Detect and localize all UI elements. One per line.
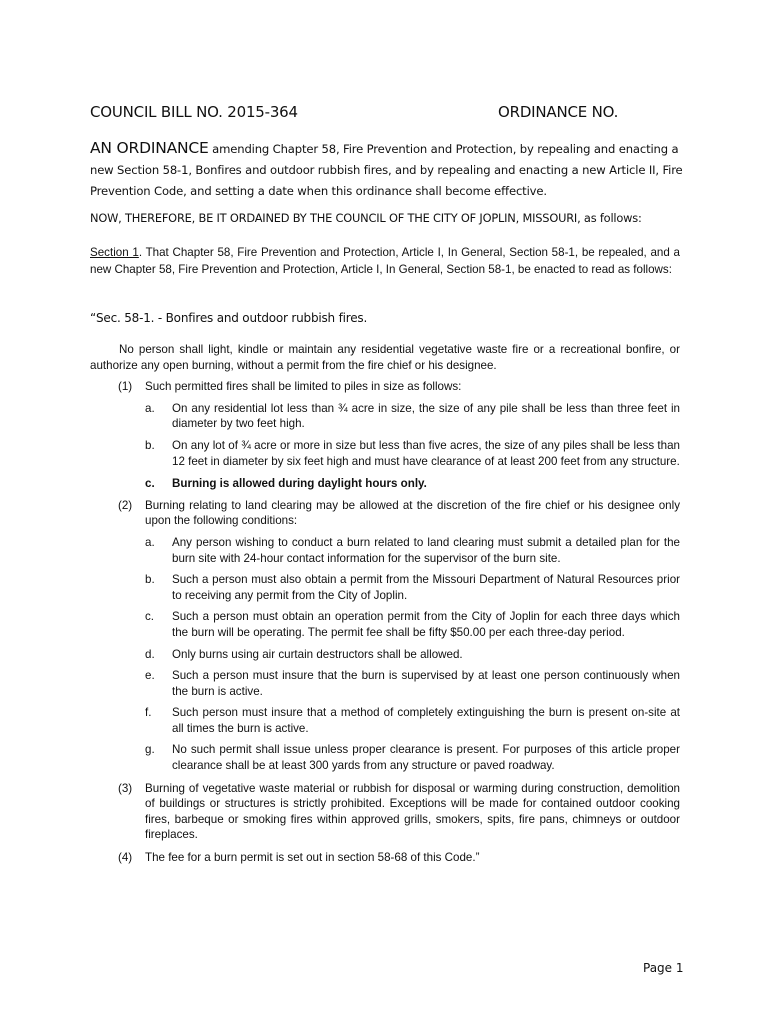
- numbered-item-2: [90, 498, 680, 529]
- section-1-label: Section 1: [90, 246, 139, 259]
- sub-item-1a: [90, 401, 680, 432]
- sub-item-1b: [90, 438, 680, 469]
- item-number: (1): [118, 380, 133, 394]
- sub-item-letter: f.: [145, 706, 152, 720]
- sub-item-letter: g.: [145, 743, 155, 757]
- sub-item-letter: c.: [145, 477, 155, 491]
- sub-item-text: Such a person must insure that the burn is supervised by at least one person continuously when the burn is active.: [172, 669, 680, 698]
- item-text: Such permitted fires shall be limited to piles in size as follows:: [145, 380, 462, 394]
- sub-item-text: Such a person must also obtain a permit from the Missouri Department of Natural Resources prior to receiving any permit from the City of Joplin.: [172, 573, 680, 602]
- sub-item-letter: c.: [145, 610, 155, 624]
- sub-item-2c: [90, 609, 680, 640]
- sub-item-letter: e.: [145, 669, 155, 683]
- sub-item-2b: [90, 572, 680, 603]
- sub-item-text: No such permit shall issue unless proper clearance is present. For purposes of this article proper clearance shall be at least 300 yards from any structure or paved roadway.: [172, 743, 680, 773]
- ordinance-number: ORDINANCE NO.: [498, 103, 619, 121]
- item-number: (2): [118, 498, 133, 512]
- sub-item-letter: a.: [145, 535, 155, 549]
- sub-item-2a: [90, 535, 680, 566]
- sub-item-text: Such person must insure that a method of completely extinguishing the burn is present on-site at all times the burn is active.: [172, 706, 680, 735]
- item-number: (3): [118, 781, 133, 795]
- sub-item-2g: [90, 742, 680, 773]
- intro-paragraph: No person shall light, kindle or maintain any residential vegetative waste fire or a recreational bonfire, or authorize any open burning, without a permit from the fire chief or his designee.: [90, 343, 680, 372]
- sub-item-1c: [90, 476, 680, 492]
- sub-item-text: Burning is allowed during daylight hours only.: [172, 477, 427, 491]
- section-1-paragraph: [90, 244, 680, 278]
- sub-item-2d: [90, 647, 680, 663]
- sub-item-letter: a.: [145, 401, 155, 415]
- sub-item-letter: b.: [145, 573, 155, 587]
- sub-item-text: Such a person must obtain an operation permit from the City of Joplin for each three days which the burn will be operating. The permit fee shall be fifty $50.00 per each three-day period.: [172, 610, 680, 639]
- sub-item-2f: [90, 705, 680, 736]
- ordinance-title-text: amending Chapter 58, Fire Prevention and Protection, by repealing and enacting a new Section 58-1, Bonfires and outdoor rubbish fires, and by repealing and enacting a new Article II, Fire Prevention Code, and setting a date when this ordinance shall become effective.: [90, 142, 683, 198]
- enacting-clause: NOW, THEREFORE, BE IT ORDAINED BY THE COUNCIL OF THE CITY OF JOPLIN, MISSOURI, as follows:: [90, 211, 642, 225]
- sub-item-text: Any person wishing to conduct a burn related to land clearing must submit a detailed plan for the burn site with 24-hour contact information for the supervisor of the burn site.: [172, 535, 680, 565]
- ordinance-title: [90, 138, 690, 202]
- sub-item-2e: [90, 668, 680, 699]
- sub-item-text: Only burns using air curtain destructors shall be allowed.: [172, 647, 463, 661]
- numbered-item-4: [90, 850, 680, 866]
- numbered-item-3: [90, 781, 680, 843]
- page-number: Page 1: [643, 961, 684, 975]
- ordinance-body: [90, 342, 680, 866]
- item-number: (4): [118, 851, 133, 865]
- sub-item-text: On any lot of ¾ acre or more in size but less than five acres, the size of any piles shall be less than 12 feet in diameter by six feet high and must have clearance of at least 200 feet from any structure.: [172, 438, 680, 468]
- ordinance-title-lead: AN ORDINANCE: [90, 139, 209, 157]
- sub-item-letter: b.: [145, 438, 155, 452]
- sub-item-text: On any residential lot less than ¾ acre in size, the size of any pile shall be less than three feet in diameter by two feet high.: [172, 401, 680, 431]
- item-text: The fee for a burn permit is set out in section 58-68 of this Code.”: [145, 851, 480, 865]
- council-bill-number: COUNCIL BILL NO. 2015-364: [90, 103, 298, 121]
- section-heading: “Sec. 58-1. - Bonfires and outdoor rubbish fires.: [90, 311, 368, 325]
- section-1-text: . That Chapter 58, Fire Prevention and Protection, Article I, In General, Section 58-1, be repealed, and a new Chapter 58, Fire Prevention and Protection, Article I, In General, Section 58-1, be enacted to read as follows:: [90, 246, 680, 276]
- sub-item-letter: d.: [145, 647, 155, 661]
- item-text: Burning of vegetative waste material or rubbish for disposal or warming during construction, demolition of buildings or structures is strictly prohibited. Exceptions will be made for contained outdoor cooking fires, barbeque or smoking fires within approved grills, smokers, spits, fire pans, chimneys or outdoor fireplaces.: [145, 781, 680, 842]
- item-text: Burning relating to land clearing may be allowed at the discretion of the fire chief or his designee only upon the following conditions:: [145, 498, 680, 528]
- numbered-item-1: [90, 379, 680, 395]
